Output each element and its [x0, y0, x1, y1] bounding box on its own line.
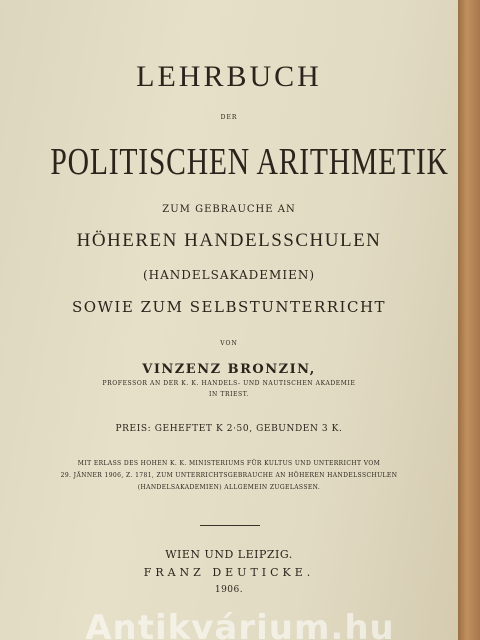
subtitle-selfstudy: SOWIE ZUM SELBSTUNTERRICHT	[71, 298, 387, 316]
approval-line-2: 29. JÄNNER 1906, Z. 1781, ZUM UNTERRICHTSGEBRAUCHE AN HÖHEREN HANDELSSCHULEN	[60, 472, 398, 479]
title-lehrbuch: LEHRBUCH	[136, 60, 322, 93]
publication-year: 1906.	[214, 585, 244, 595]
book-cover-edge	[458, 0, 480, 640]
price-line: PREIS: GEHEFTET K 2·50, GEBUNDEN 3 K.	[115, 424, 343, 434]
title-main: POLITISCHEN ARITHMETIK	[50, 141, 449, 183]
author-name: VINZENZ BRONZIN,	[142, 362, 316, 377]
watermark-logo: Antikvárium.hu	[85, 608, 395, 640]
publication-place: WIEN UND LEIPZIG.	[165, 548, 293, 561]
divider-rule	[200, 525, 260, 526]
approval-line-3: (HANDELSAKADEMIEN) ALLGEMEIN ZUGELASSEN.	[137, 484, 321, 491]
subtitle-academies: (HANDELSAKADEMIEN)	[142, 268, 316, 282]
subtitle-usage: ZUM GEBRAUCHE AN	[162, 204, 296, 215]
author-title-2: IN TRIEST.	[209, 391, 249, 398]
publisher-name: FRANZ DEUTICKE.	[143, 566, 315, 579]
subtitle-schools: HÖHEREN HANDELSSCHULEN	[76, 230, 382, 251]
author-von: VON	[220, 340, 238, 347]
title-der: DER	[220, 114, 238, 121]
author-title-1: PROFESSOR AN DER K. K. HANDELS- UND NAUTISCHEN AKADEMIE	[102, 380, 356, 387]
approval-line-1: MIT ERLASS DES HOHEN K. K. MINISTERIUMS FÜR KULTUS UND UNTERRICHT VOM	[77, 460, 381, 467]
